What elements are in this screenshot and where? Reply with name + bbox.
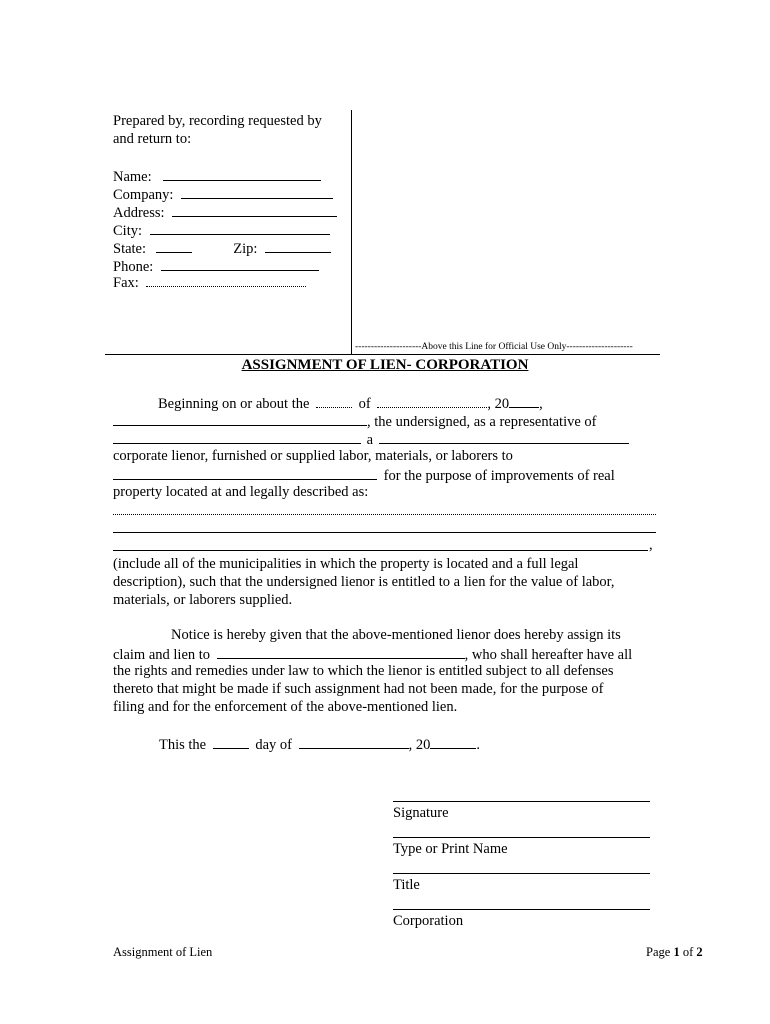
p1-line3: [113, 429, 629, 449]
page-current: 1: [673, 945, 680, 959]
phone-label: Phone:: [113, 259, 154, 275]
signature-label: Signature: [393, 805, 449, 821]
date-line: [159, 734, 480, 754]
address-row: [113, 202, 337, 222]
begin-day-field[interactable]: [316, 397, 352, 408]
p2-line2-b: , who shall hereafter have all: [464, 647, 633, 663]
document-title-text: ASSIGNMENT OF LIEN- CORPORATION: [241, 357, 529, 373]
p2-line4: thereto that might be made if such assignment had not been made, for the purpose of: [113, 681, 604, 697]
prepared-by-text: Prepared by, recording requested by: [113, 113, 322, 129]
name-row: [113, 166, 321, 186]
p2-line3: the rights and remedies under law to which the lienor is entitled subject to all defenses: [113, 663, 614, 679]
page-of: of: [682, 945, 694, 959]
company-row: [113, 184, 333, 204]
footer-title: Assignment of Lien: [113, 945, 213, 959]
return-to-text: and return to:: [113, 131, 192, 147]
p1-line1-a: Beginning on or about the: [158, 396, 310, 412]
p2-line5: filing and for the enforcement of the above-mentioned lien.: [113, 699, 458, 715]
supplied-to-field[interactable]: [113, 465, 377, 480]
address-label: Address:: [113, 205, 165, 221]
date-b: day of: [255, 737, 293, 753]
corporation-label: Corporation: [393, 913, 464, 929]
begin-month-field[interactable]: [377, 397, 487, 408]
legal-description-line-2[interactable]: [113, 532, 656, 533]
p1-line8: description), such that the undersigned lienor is entitled to a lien for the value of labor,: [113, 574, 615, 590]
title-label: Title: [393, 877, 420, 893]
company-field[interactable]: [181, 184, 333, 199]
fax-label: Fax:: [113, 275, 139, 291]
state-field[interactable]: [156, 238, 192, 253]
p1-line5-text: for the purpose of improvements of real: [383, 468, 615, 484]
p1-line9: materials, or laborers supplied.: [113, 592, 293, 608]
zip-field[interactable]: [265, 238, 331, 253]
city-row: [113, 220, 330, 240]
p1-line1-b: of: [358, 396, 371, 412]
page-total: 2: [696, 945, 703, 959]
date-year-field[interactable]: [430, 734, 476, 749]
page-label: Page: [646, 945, 671, 959]
begin-year-field[interactable]: [509, 393, 539, 408]
p2-line2-a: claim and lien to: [113, 647, 211, 663]
date-month-field[interactable]: [299, 734, 409, 749]
print-name-label: Type or Print Name: [393, 841, 508, 857]
p1-line7: (include all of the municipalities in which the property is located and a full legal: [113, 556, 579, 572]
p1-line2: [113, 411, 597, 431]
city-label: City:: [113, 223, 143, 239]
print-name-line[interactable]: [393, 837, 650, 838]
date-a: This the: [159, 737, 207, 753]
p1-line6: property located at and legally described as:: [113, 484, 369, 500]
header-vertical-rule: [351, 110, 352, 354]
zip-label: Zip:: [233, 241, 258, 257]
corporation-line[interactable]: [393, 909, 650, 910]
signature-line[interactable]: [393, 801, 650, 802]
official-use-label: ---------------------Above this Line for Official Use Only---------------------: [355, 342, 633, 352]
representative-field[interactable]: [113, 429, 361, 444]
p1-line1-c: , 20: [487, 396, 510, 412]
p2-line2: [113, 644, 632, 664]
assignee-field[interactable]: [217, 644, 465, 659]
address-field[interactable]: [172, 202, 337, 217]
date-day-field[interactable]: [213, 734, 249, 749]
p1-line1: [158, 393, 543, 413]
legal-description-line-1[interactable]: [113, 514, 656, 515]
p2-line1: Notice is hereby given that the above-mentioned lienor does hereby assign its: [171, 627, 621, 643]
name-field[interactable]: [163, 166, 321, 181]
p1-line5: [113, 465, 615, 485]
p1-line2-text: , the undersigned, as a representative of: [367, 414, 597, 430]
date-c: , 20: [408, 737, 431, 753]
header-horizontal-rule: [105, 354, 660, 355]
p1-line3-a: a: [366, 432, 374, 448]
name-label: Name:: [113, 169, 152, 185]
fax-row: [113, 274, 306, 292]
date-d: .: [476, 737, 481, 753]
title-line[interactable]: [393, 873, 650, 874]
state-zip-row: [113, 238, 331, 258]
lienor-type-field[interactable]: [379, 429, 629, 444]
company-label: Company:: [113, 187, 174, 203]
document-title: [0, 357, 770, 374]
page-number: [646, 945, 703, 960]
fax-field[interactable]: [146, 276, 306, 287]
legal-description-line-3[interactable]: [113, 550, 648, 551]
p1-line4: corporate lienor, furnished or supplied labor, materials, or laborers to: [113, 448, 513, 464]
undersigned-field[interactable]: [113, 411, 367, 426]
state-label: State:: [113, 241, 147, 257]
p1-line1-d: ,: [539, 396, 543, 412]
legal-description-comma: ,: [649, 537, 653, 553]
phone-field[interactable]: [161, 256, 319, 271]
city-field[interactable]: [150, 220, 330, 235]
phone-row: [113, 256, 319, 276]
